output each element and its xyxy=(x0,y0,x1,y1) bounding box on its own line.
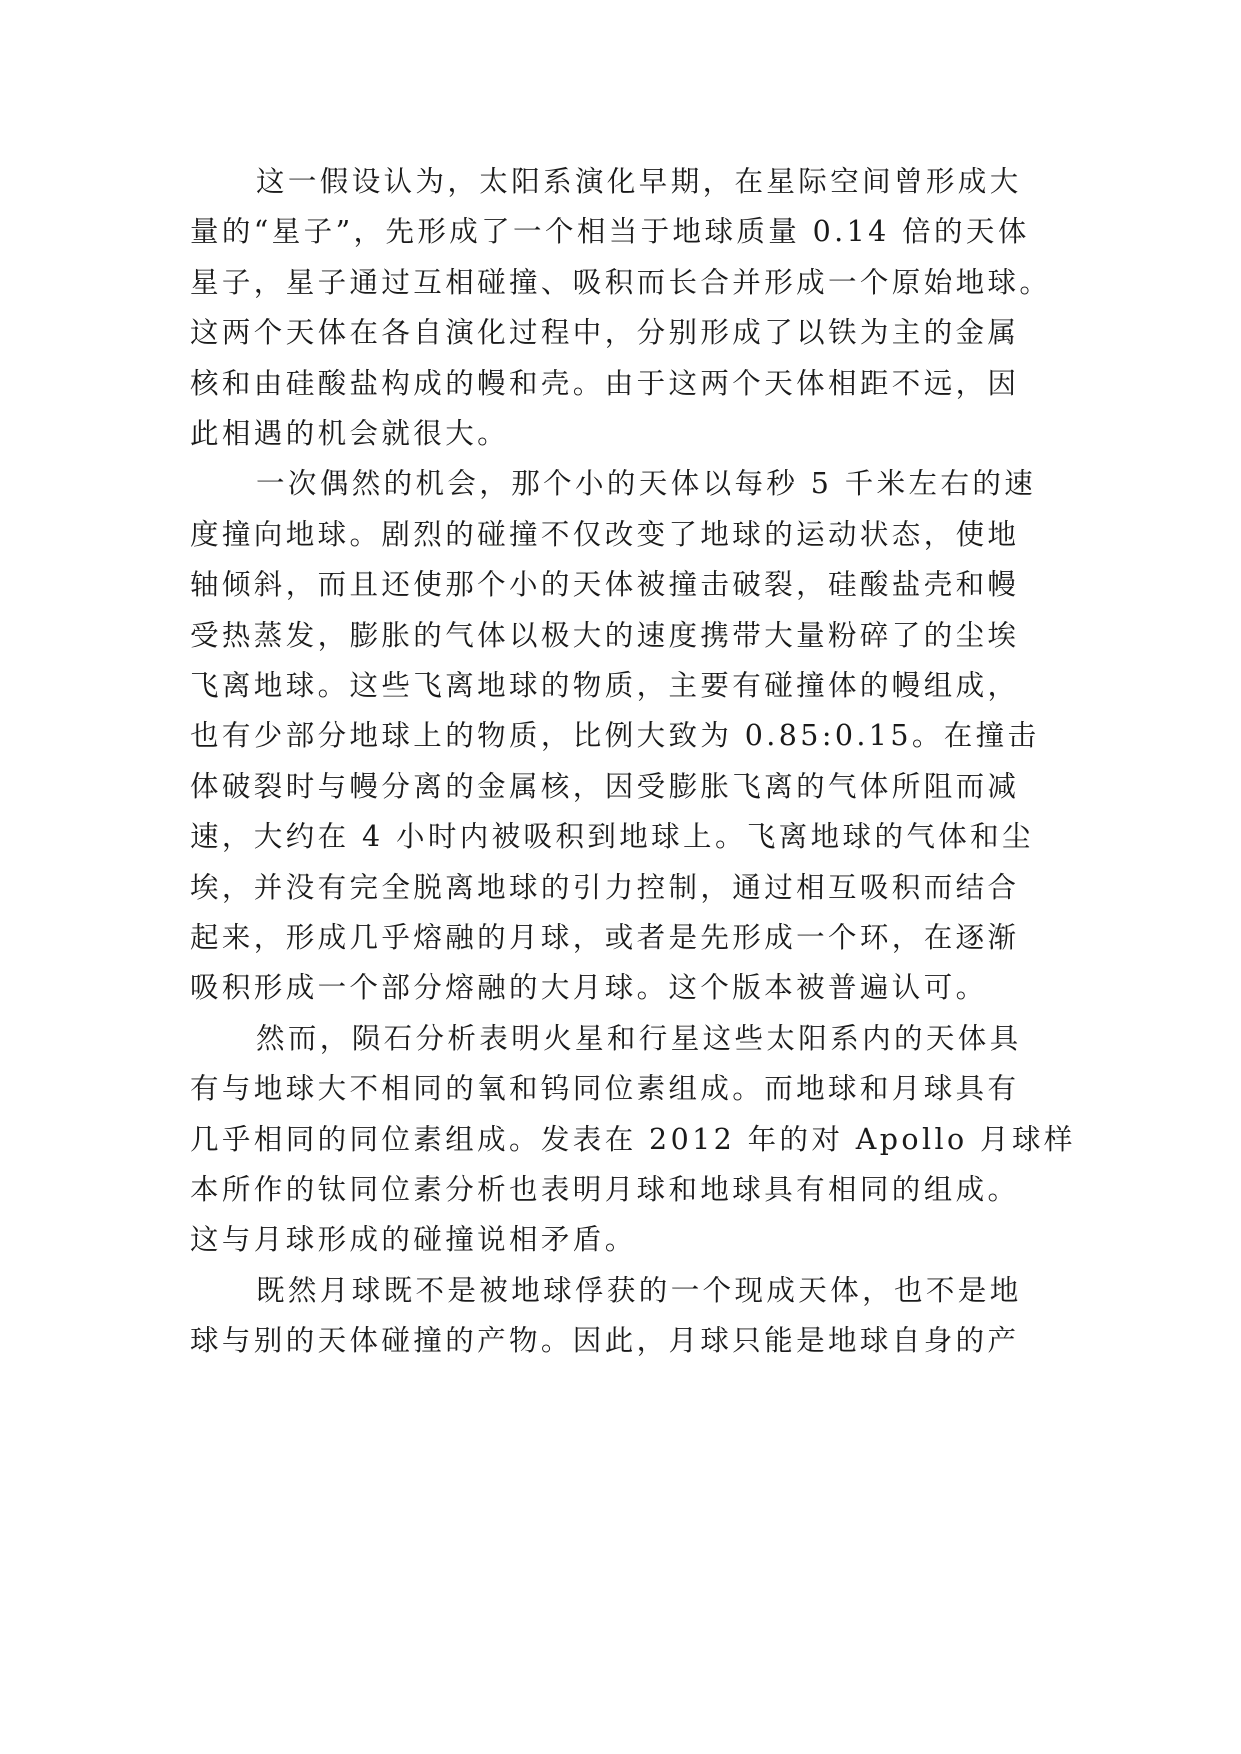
paragraph-1-line-1: 这一假设认为，太阳系演化早期，在星际空间曾形成大 xyxy=(256,165,1022,198)
paragraph-1-line-4: 这两个天体在各自演化过程中，分别形成了以铁为主的金属 xyxy=(190,316,1020,350)
paragraph-4-line-1: 既然月球既不是被地球俘获的一个现成天体，也不是地 xyxy=(256,1273,1022,1307)
paragraph-2-line-1: 一次偶然的机会，那个小的天体以每秒 5 千米左右的速 xyxy=(256,467,1037,501)
paragraph-3-line-1: 然而，陨石分析表明火星和行星这些太阳系内的天体具 xyxy=(256,1021,1022,1055)
paragraph-2-line-2: 度撞向地球。剧烈的碰撞不仅改变了地球的运动状态，使地 xyxy=(190,517,1020,551)
paragraph-2-line-11: 吸积形成一个部分熔融的大月球。这个版本被普遍认可。 xyxy=(190,971,988,1005)
paragraph-3-line-4: 本所作的钛同位素分析也表明月球和地球具有相同的组成。 xyxy=(190,1173,1020,1206)
paragraph-2-line-4: 受热蒸发，膨胀的气体以极大的速度携带大量粉碎了的尘埃 xyxy=(190,618,1020,652)
paragraph-2-line-6: 也有少部分地球上的物质，比例大致为 0.85:0.15。在撞击 xyxy=(190,719,1040,753)
paragraph-3-line-2: 有与地球大不相同的氧和钨同位素组成。而地球和月球具有 xyxy=(190,1072,1020,1106)
paragraph-2-line-3: 轴倾斜，而且还使那个小的天体被撞击破裂，硅酸盐壳和幔 xyxy=(190,568,1020,602)
paragraph-1-line-3: 星子，星子通过互相碰撞、吸积而长合并形成一个原始地球。 xyxy=(190,265,1052,299)
paragraph-4-line-2: 球与别的天体碰撞的产物。因此，月球只能是地球自身的产 xyxy=(190,1324,1020,1358)
paragraph-3-line-3: 几乎相同的同位素组成。发表在 2012 年的对 Apollo 月球样 xyxy=(190,1122,1076,1156)
paragraph-2-line-10: 起来，形成几乎熔融的月球，或者是先形成一个环，在逐渐 xyxy=(190,921,1020,954)
paragraph-1-line-2: 量的“星子”，先形成了一个相当于地球质量 0.14 倍的天体 xyxy=(190,215,1030,249)
paragraph-3-line-5: 这与月球形成的碰撞说相矛盾。 xyxy=(190,1223,637,1257)
paragraph-2-line-5: 飞离地球。这些飞离地球的物质，主要有碰撞体的幔组成， xyxy=(190,669,1020,702)
paragraph-1-line-6: 此相遇的机会就很大。 xyxy=(190,417,510,450)
paragraph-2-line-9: 埃，并没有完全脱离地球的引力控制，通过相互吸积而结合 xyxy=(190,870,1020,904)
paragraph-2-line-8: 速，大约在 4 小时内被吸积到地球上。飞离地球的气体和尘 xyxy=(190,820,1034,854)
paragraph-1-line-5: 核和由硅酸盐构成的幔和壳。由于这两个天体相距不远，因 xyxy=(190,366,1020,400)
paragraph-2-line-7: 体破裂时与幔分离的金属核，因受膨胀飞离的气体所阻而减 xyxy=(190,769,1020,803)
